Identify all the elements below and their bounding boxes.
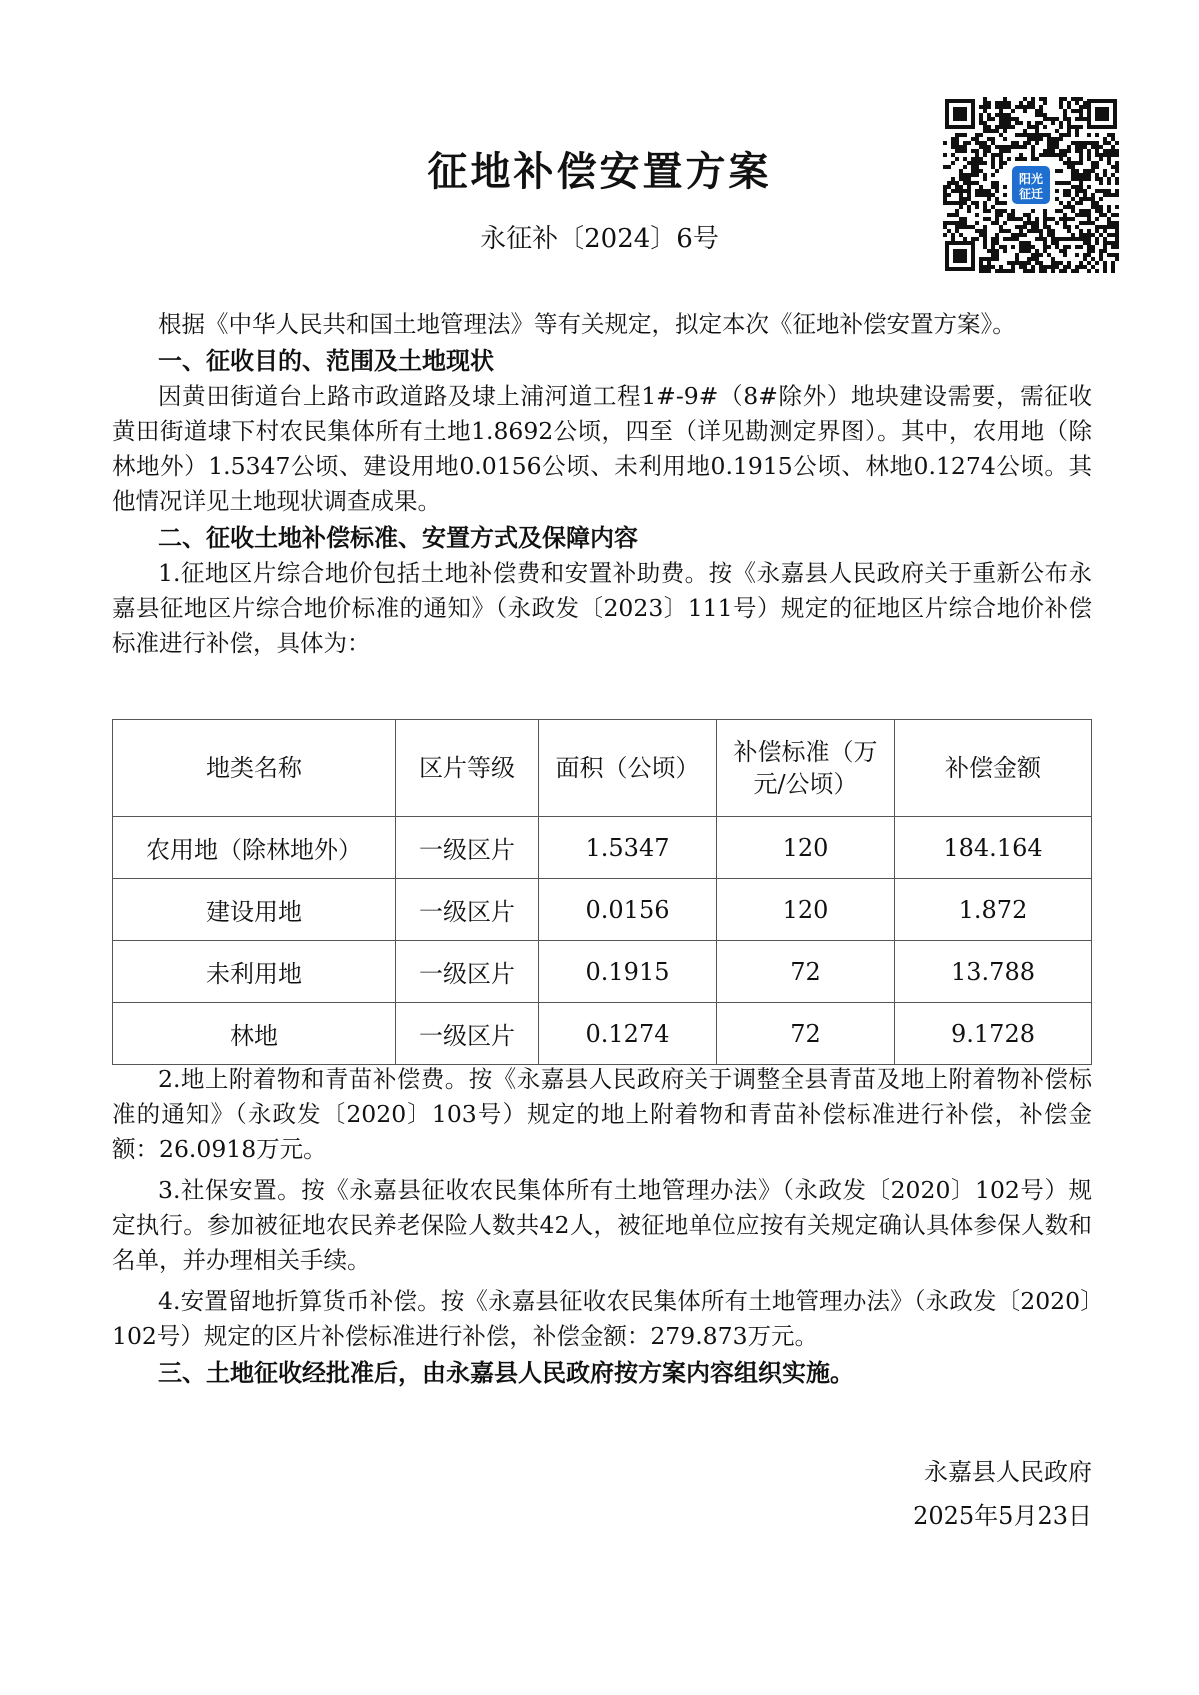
- cell-zone-level: 一级区片: [396, 817, 539, 879]
- cell-amount: 1.872: [895, 879, 1092, 941]
- cell-standard: 120: [717, 817, 895, 879]
- intro-block: [112, 307, 1092, 661]
- cell-zone-level: 一级区片: [396, 1003, 539, 1065]
- section3-heading: 三、土地征收经批准后，由永嘉县人民政府按方案内容组织实施。: [158, 1359, 854, 1387]
- cell-amount: 184.164: [895, 817, 1092, 879]
- cell-land-type: 未利用地: [113, 941, 396, 1003]
- cell-standard: 72: [717, 1003, 895, 1065]
- section2-item3: 3.社保安置。按《永嘉县征收农民集体所有土地管理办法》（永政发〔2020〕102号）规定执行。参加被征地农民养老保险人数共42人，被征地单位应按有关规定确认具体参保人数和名单，并办理相关手续。: [112, 1176, 1092, 1274]
- document-title: 征地补偿安置方案: [427, 149, 772, 195]
- section2-item2: 2.地上附着物和青苗补偿费。按《永嘉县人民政府关于调整全县青苗及地上附着物补偿标准的通知》（永政发〔2020〕103号）规定的地上附着物和青苗补偿标准进行补偿，补偿金额：26.0918万元。: [112, 1065, 1092, 1163]
- cell-area: 0.0156: [539, 879, 717, 941]
- signature-date: 2025年5月23日: [913, 1502, 1092, 1530]
- cell-area: 1.5347: [539, 817, 717, 879]
- cell-standard: 72: [717, 941, 895, 1003]
- header-zone-level: 区片等级: [396, 720, 539, 817]
- section1-paragraph: 因黄田街道台上路市政道路及埭上浦河道工程1#-9#（8#除外）地块建设需要，需征收黄田街道埭下村农民集体所有土地1.8692公顷，四至（详见勘测定界图）。其中，农用地（除林地外）1.5347公顷、建设用地0.0156公顷、未利用地0.1915公顷、林地0.1274公顷。其他情况详见土地现状调查成果。: [112, 382, 1092, 515]
- cell-area: 0.1274: [539, 1003, 717, 1065]
- qr-badge-line2: 征迁: [1018, 187, 1044, 201]
- document-number: 永征补〔2024〕6号: [480, 224, 719, 254]
- table-row: [113, 817, 1092, 879]
- compensation-table: [112, 719, 1092, 1065]
- header-standard: 补偿标准（万元/公顷）: [717, 720, 895, 817]
- section2-item1: 1.征地区片综合地价包括土地补偿费和安置补助费。按《永嘉县人民政府关于重新公布永嘉县征地区片综合地价标准的通知》（永政发〔2023〕111号）规定的征地区片综合地价补偿标准进行补偿，具体为：: [112, 559, 1092, 657]
- lower-block: [112, 1062, 1092, 1391]
- cell-land-type: 林地: [113, 1003, 396, 1065]
- qr-badge-line1: 阳光: [1018, 172, 1044, 186]
- cell-amount: 9.1728: [895, 1003, 1092, 1065]
- header-area: 面积（公顷）: [539, 720, 717, 817]
- table-row: [113, 879, 1092, 941]
- section2-heading: 二、征收土地补偿标准、安置方式及保障内容: [158, 524, 638, 552]
- cell-land-type: 建设用地: [113, 879, 396, 941]
- cell-area: 0.1915: [539, 941, 717, 1003]
- cell-amount: 13.788: [895, 941, 1092, 1003]
- section2-item4: 4.安置留地折算货币补偿。按《永嘉县征收农民集体所有土地管理办法》（永政发〔2020〕102号）规定的区片补偿标准进行补偿，补偿金额：279.873万元。: [112, 1287, 1092, 1350]
- intro-paragraph: 根据《中华人民共和国土地管理法》等有关规定，拟定本次《征地补偿安置方案》。: [158, 310, 1016, 338]
- cell-land-type: 农用地（除林地外）: [113, 817, 396, 879]
- signature-org: 永嘉县人民政府: [924, 1458, 1092, 1486]
- header-amount: 补偿金额: [895, 720, 1092, 817]
- cell-standard: 120: [717, 879, 895, 941]
- header-land-type: 地类名称: [113, 720, 396, 817]
- table-row: [113, 941, 1092, 1003]
- table-header-row: [113, 720, 1092, 817]
- cell-zone-level: 一级区片: [396, 879, 539, 941]
- section1-heading: 一、征收目的、范围及土地现状: [158, 347, 494, 375]
- table-row: [113, 1003, 1092, 1065]
- cell-zone-level: 一级区片: [396, 941, 539, 1003]
- qr-code: [943, 97, 1119, 273]
